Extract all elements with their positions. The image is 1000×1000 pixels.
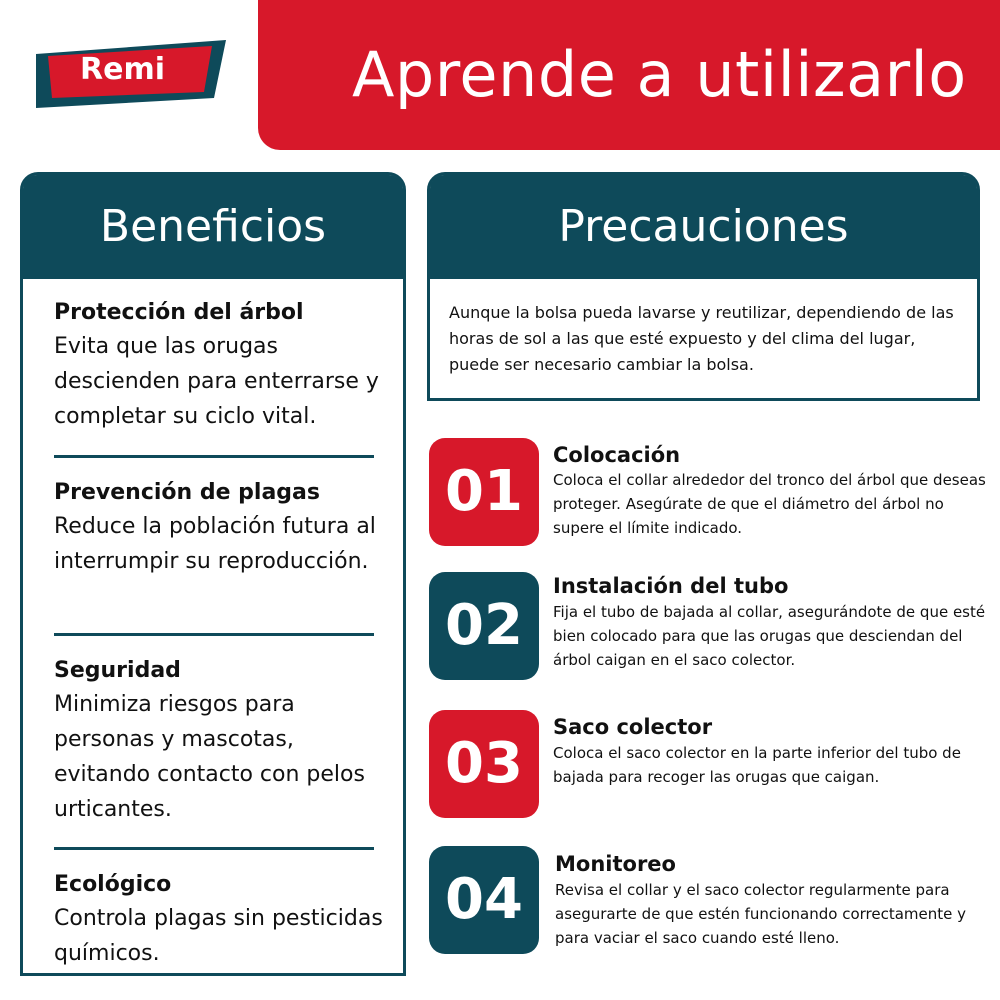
benefit-divider [54,455,374,458]
step-number-badge: 04 [429,846,539,954]
logo-text: Remi [80,52,165,87]
step-text: Coloca el collar alrededor del tronco del árbol que deseas proteger. Asegúrate de que el diámetro del árbol no supere el límite indicado. [553,471,986,537]
benefits-panel [20,172,406,976]
benefit-item [54,297,384,434]
step-title: Instalación del tubo [553,574,789,598]
benefit-divider [54,847,374,850]
benefit-title: Ecológico [54,872,172,897]
page-title: Aprende a utilizarlo [352,38,967,111]
step-text: Fija el tubo de bajada al collar, asegurándote de que esté bien colocado para que las orugas que desciendan del árbol caigan en el saco colector. [553,603,986,669]
benefit-item [54,869,384,971]
step-number-badge: 01 [429,438,539,546]
step-title: Saco colector [553,715,713,739]
benefits-heading: Beneficios [23,175,403,279]
step-text: Revisa el collar y el saco colector regularmente para asegurarte de que estén funcionando correctamente y para vaciar el saco cuando esté lleno. [555,881,967,947]
benefit-text: Controla plagas sin pesticidas químicos. [54,906,383,966]
benefit-title: Prevención de plagas [54,480,320,505]
benefit-item [54,655,384,827]
step-number-badge: 02 [429,572,539,680]
brand-logo [36,40,226,112]
step-text: Coloca el saco colector en la parte inferior del tubo de bajada para recoger las orugas que caigan. [553,744,961,786]
step-number-badge: 03 [429,710,539,818]
benefit-item [54,477,384,579]
precautions-heading: Precauciones [430,175,977,279]
benefit-text: Evita que las orugas descienden para enterrarse y completar su ciclo vital. [54,334,379,429]
precautions-text: Aunque la bolsa pueda lavarse y reutilizar, dependiendo de las horas de sol a las que esté expuesto y del clima del lugar, puede ser necesario cambiar la bolsa. [449,303,954,374]
step-title: Colocación [553,443,681,467]
benefit-title: Seguridad [54,658,181,683]
benefit-title: Protección del árbol [54,300,304,325]
step-title: Monitoreo [555,852,676,876]
benefit-text: Reduce la población futura al interrumpir su reproducción. [54,514,376,574]
benefit-divider [54,633,374,636]
benefit-text: Minimiza riesgos para personas y mascotas, evitando contacto con pelos urticantes. [54,692,365,822]
